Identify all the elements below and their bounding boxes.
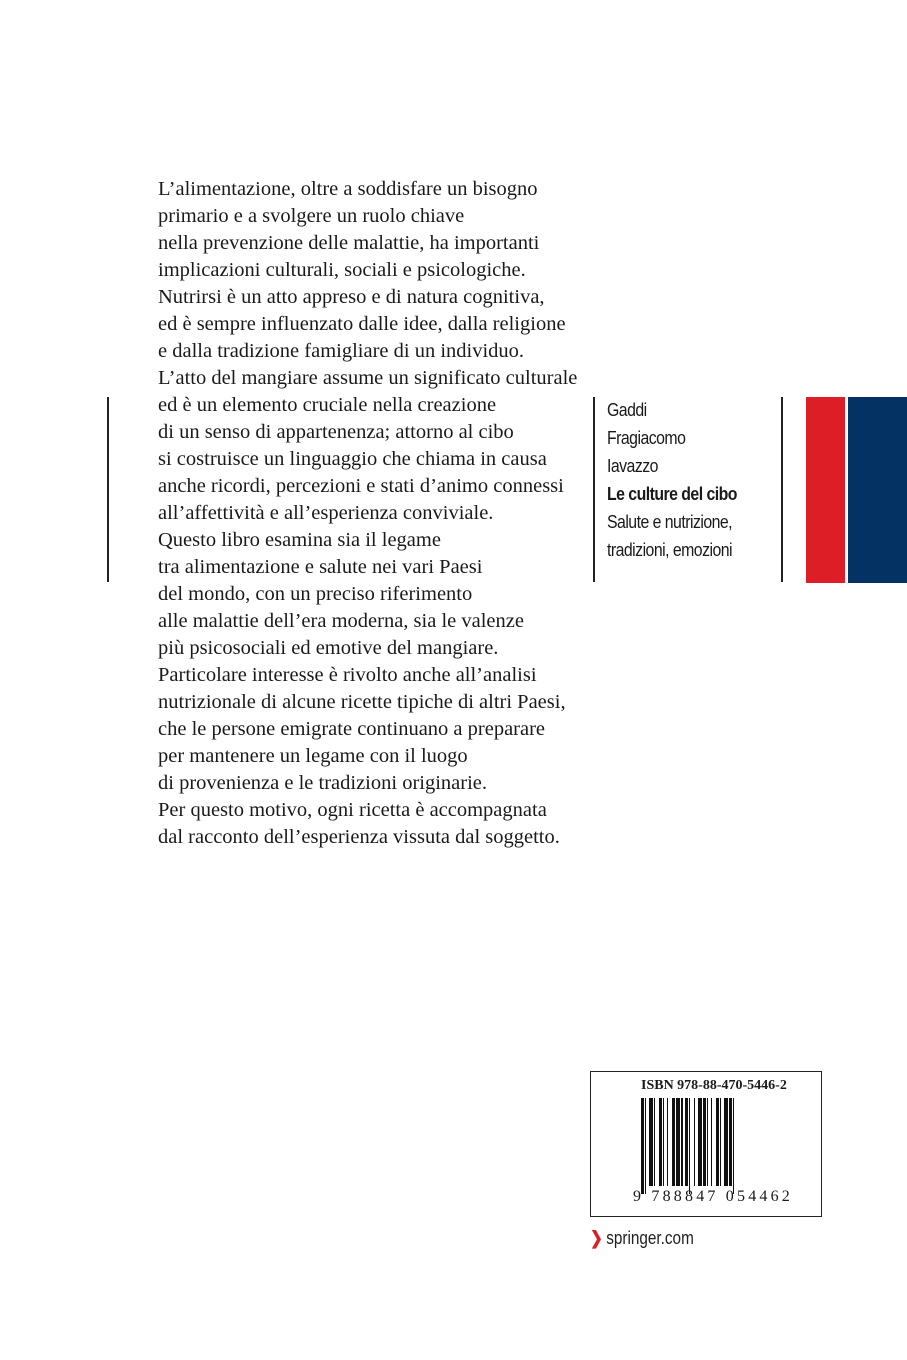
blurb-line: L’atto del mangiare assume un significato culturale xyxy=(158,367,578,389)
isbn-barcode xyxy=(590,1071,822,1217)
back-cover-blurb xyxy=(158,176,577,851)
publisher-url: springer.com xyxy=(606,1228,694,1248)
author: Fragiacomo xyxy=(607,428,686,448)
blurb-line: L’alimentazione, oltre a soddisfare un bisogno xyxy=(158,178,538,200)
blurb-line: ed è sempre influenzato dalle idee, dalla religione xyxy=(158,313,566,335)
blurb-line: del mondo, con un preciso riferimento xyxy=(158,583,473,605)
blurb-line: per mantenere un legame con il luogo xyxy=(158,745,468,767)
blurb-line: implicazioni culturali, sociali e psicologiche. xyxy=(158,259,526,281)
book-title: Le culture del cibo xyxy=(607,484,737,504)
chevron-right-icon: ❯ xyxy=(590,1228,603,1248)
info-divider-right xyxy=(781,397,783,582)
blurb-line: Questo libro esamina sia il legame xyxy=(158,529,441,551)
publisher-link[interactable] xyxy=(590,1228,694,1249)
blurb-line: nutrizionale di alcune ricette tipiche di altri Paesi, xyxy=(158,691,566,713)
author: Gaddi xyxy=(607,400,647,420)
left-divider xyxy=(107,397,109,582)
blurb-line: alle malattie dell’era moderna, sia le valenze xyxy=(158,610,524,632)
subtitle-line: tradizioni, emozioni xyxy=(607,540,733,560)
blurb-line: nella prevenzione delle malattie, ha importanti xyxy=(158,232,540,254)
isbn-label: ISBN 978-88-470-5446-2 xyxy=(641,1078,787,1093)
blurb-line: all’affettività e all’esperienza conviviale. xyxy=(158,502,494,524)
blurb-line: che le persone emigrate continuano a preparare xyxy=(158,718,546,740)
blurb-line: più psicosociali ed emotive del mangiare. xyxy=(158,637,499,659)
author: Iavazzo xyxy=(607,456,658,476)
blurb-line: Particolare interesse è rivolto anche all’analisi xyxy=(158,664,537,686)
info-divider-left xyxy=(593,397,595,582)
blurb-line: anche ricordi, percezioni e stati d’animo connessi xyxy=(158,475,564,497)
blurb-line: si costruisce un linguaggio che chiama in causa xyxy=(158,448,547,470)
barcode-digits: 9 788847 054462 xyxy=(633,1188,793,1205)
blurb-line: ed è un elemento cruciale nella creazione xyxy=(158,394,497,416)
book-info xyxy=(607,396,737,564)
blurb-line: tra alimentazione e salute nei vari Paesi xyxy=(158,556,483,578)
subtitle-line: Salute e nutrizione, xyxy=(607,512,733,532)
blurb-line: e dalla tradizione famigliare di un individuo. xyxy=(158,340,525,362)
blurb-line: primario e a svolgere un ruolo chiave xyxy=(158,205,465,227)
red-color-band xyxy=(806,397,845,583)
blurb-line: Nutrirsi è un atto appreso e di natura cognitiva, xyxy=(158,286,545,308)
blurb-line: di un senso di appartenenza; attorno al cibo xyxy=(158,421,514,443)
blurb-line: di provenienza e le tradizioni originarie. xyxy=(158,772,488,794)
blurb-line: Per questo motivo, ogni ricetta è accompagnata xyxy=(158,799,547,821)
blue-color-band xyxy=(848,397,907,583)
barcode-bars xyxy=(641,1098,801,1198)
barcode-bar xyxy=(734,1098,737,1194)
blurb-line: dal racconto dell’esperienza vissuta dal soggetto. xyxy=(158,826,560,848)
